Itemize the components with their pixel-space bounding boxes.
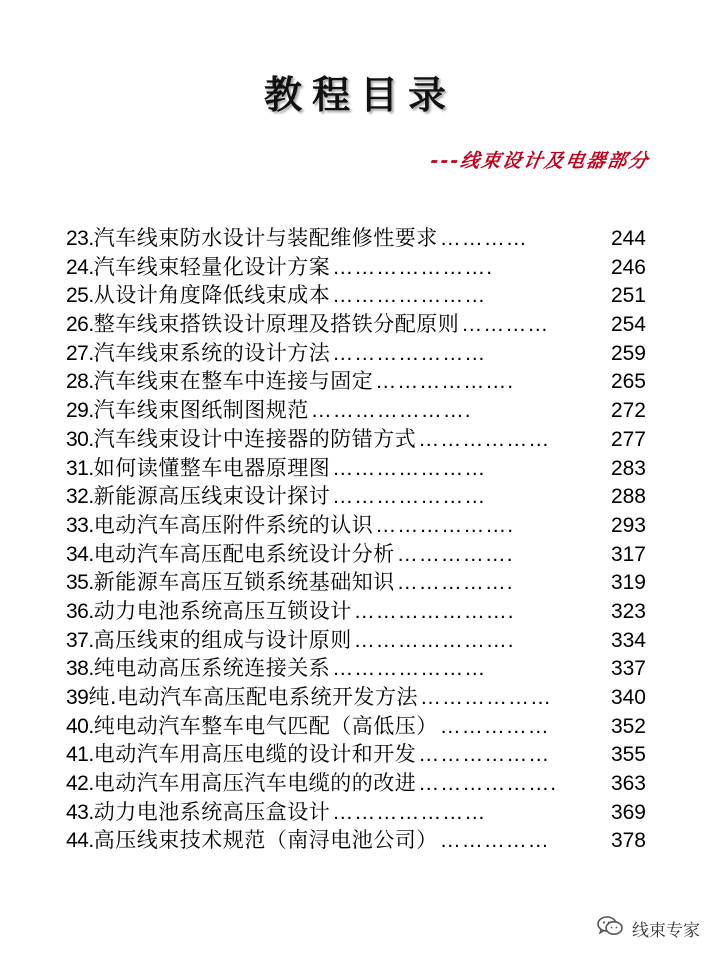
page-subtitle: ---线束设计及电器部分 [429, 150, 652, 172]
toc-entry-number: 27. [66, 341, 94, 365]
page-title: 教程目录 [263, 72, 456, 117]
toc-entry-title: 汽车线束图纸制图规范 [93, 398, 309, 423]
toc-entry-leader: ………………… [332, 284, 487, 308]
toc-entry-number: 28. [66, 370, 94, 394]
toc-entry [66, 798, 646, 827]
toc-entry-page: 246 [610, 255, 646, 279]
toc-entry-page: 254 [610, 313, 646, 337]
toc-entry-page: 293 [610, 513, 646, 537]
toc-entry [66, 597, 646, 626]
table-of-contents [66, 224, 646, 855]
toc-entry-title: 从设计角度降低线束成本 [93, 283, 331, 308]
toc-entry-leader: ………………. [375, 513, 515, 537]
toc-entry-page: 323 [610, 599, 646, 623]
toc-entry-page: 355 [610, 743, 646, 767]
toc-entry-page: 251 [610, 284, 646, 308]
toc-entry-title: 电动汽车用高压汽车电缆的的改进 [93, 771, 417, 796]
toc-entry-leader: ………………… [332, 800, 487, 824]
toc-entry-leader: ………………… [332, 341, 487, 365]
toc-entry-title: 汽车线束在整车中连接与固定 [93, 369, 374, 394]
toc-entry-number: 26. [66, 313, 94, 337]
toc-entry [66, 654, 646, 683]
toc-entry-number: 42. [66, 772, 94, 796]
toc-entry-number: 41. [66, 743, 94, 767]
toc-entry-number: 40. [66, 714, 94, 738]
toc-entry-number: 23. [66, 227, 94, 250]
toc-entry [66, 310, 646, 339]
toc-entry-number: 39 [66, 686, 89, 709]
toc-entry-page: 283 [610, 456, 646, 480]
toc-entry-page: 378 [610, 829, 646, 853]
toc-entry-leader: …………………. [353, 599, 515, 623]
toc-entry-number: 43. [66, 800, 94, 824]
toc-entry-number: 29. [66, 399, 94, 423]
toc-entry-title: 纯电动汽车整车电气匹配（高低压） [93, 713, 438, 738]
toc-entry [66, 683, 646, 712]
toc-entry [66, 281, 646, 310]
toc-entry-leader: …………………. [310, 399, 472, 423]
toc-entry [66, 425, 646, 454]
toc-entry-number: 30. [66, 427, 94, 451]
toc-entry-title: 纯.电动汽车高压配电系统开发方法 [88, 685, 419, 709]
toc-entry-title: 电动汽车用高压电缆的设计和开发 [93, 742, 417, 767]
toc-entry-leader: ………………. [375, 370, 515, 394]
toc-entry-number: 44. [66, 829, 94, 853]
toc-entry-number: 36. [66, 599, 94, 623]
toc-entry-leader: ……………. [396, 571, 514, 595]
toc-entry-number: 24. [66, 255, 94, 279]
toc-entry-page: 317 [610, 542, 646, 566]
toc-entry-title: 纯电动高压系统连接关系 [93, 656, 331, 681]
toc-entry-title: 如何读懂整车电器原理图 [93, 455, 331, 480]
toc-entry [66, 367, 646, 396]
toc-entry-title: 电动汽车高压附件系统的认识 [93, 512, 374, 537]
toc-entry-leader: ……………… [418, 427, 551, 451]
toc-entry-leader: ……………… [418, 743, 551, 767]
toc-entry-page: 352 [610, 714, 646, 738]
toc-entry [66, 826, 646, 855]
toc-entry-page: 277 [610, 427, 646, 451]
toc-entry-title: 汽车线束轻量化设计方案 [93, 254, 331, 279]
toc-entry-number: 34. [66, 542, 94, 566]
toc-entry-page: 244 [610, 227, 646, 250]
toc-entry-leader: ………………. [418, 772, 558, 796]
watermark [596, 915, 700, 942]
toc-entry-title: 动力电池系统高压盒设计 [93, 799, 331, 824]
toc-entry-page: 259 [610, 341, 646, 365]
toc-entry [66, 454, 646, 483]
toc-entry [66, 482, 646, 511]
toc-entry-title: 高压线束的组成与设计原则 [93, 627, 352, 652]
toc-entry-leader: ………… [461, 313, 550, 337]
toc-entry [66, 740, 646, 769]
toc-entry-page: 340 [610, 686, 646, 709]
toc-entry-title: 新能源高压线束设计探讨 [93, 484, 331, 509]
toc-entry [66, 540, 646, 569]
toc-entry-title: 整车线束搭铁设计原理及搭铁分配原则 [93, 312, 460, 337]
toc-entry [66, 712, 646, 741]
toc-entry-leader: …………………. [332, 255, 494, 279]
toc-entry-page: 265 [610, 370, 646, 394]
toc-entry [66, 339, 646, 368]
toc-entry [66, 224, 646, 253]
toc-entry-page: 334 [610, 628, 646, 652]
toc-entry-page: 272 [610, 399, 646, 423]
toc-entry [66, 626, 646, 655]
toc-entry-title: 汽车线束设计中连接器的防错方式 [93, 426, 417, 451]
toc-entry-page: 369 [610, 800, 646, 824]
toc-entry-leader: ……………. [396, 542, 514, 566]
toc-entry-leader: …………… [439, 714, 550, 738]
toc-entry-leader: ………………… [332, 485, 487, 509]
toc-entry-title: 汽车线束系统的设计方法 [93, 340, 331, 365]
toc-entry-leader: ………… [439, 227, 528, 250]
toc-entry-leader: ………………… [332, 657, 487, 681]
toc-entry-title: 新能源车高压互锁系统基础知识 [93, 570, 395, 595]
toc-entry-title: 汽车线束防水设计与装配维修性要求 [93, 226, 438, 250]
toc-entry-number: 37. [66, 628, 94, 652]
toc-entry-title: 高压线束技术规范（南浔电池公司） [93, 828, 438, 853]
toc-entry-number: 35. [66, 571, 94, 595]
toc-entry-title: 电动汽车高压配电系统设计分析 [93, 541, 395, 566]
toc-entry-page: 319 [610, 571, 646, 595]
toc-entry-leader: …………… [439, 829, 550, 853]
toc-entry-page: 363 [610, 772, 646, 796]
toc-entry [66, 511, 646, 540]
toc-entry [66, 769, 646, 798]
toc-entry-title: 动力电池系统高压互锁设计 [93, 598, 352, 623]
toc-entry-leader: …………………. [353, 628, 515, 652]
toc-entry-number: 32. [66, 485, 94, 509]
toc-entry-number: 33. [66, 513, 94, 537]
watermark-label: 线束专家 [632, 921, 700, 941]
toc-entry-number: 38. [66, 657, 94, 681]
toc-entry-number: 31. [66, 456, 94, 480]
toc-entry-leader: ……………… [420, 686, 553, 709]
wechat-icon [596, 915, 624, 942]
toc-entry [66, 253, 646, 282]
toc-entry [66, 396, 646, 425]
toc-entry-number: 25. [66, 284, 94, 308]
toc-entry-page: 288 [610, 485, 646, 509]
toc-entry-page: 337 [610, 657, 646, 681]
toc-entry-leader: ………………… [332, 456, 487, 480]
toc-entry [66, 568, 646, 597]
